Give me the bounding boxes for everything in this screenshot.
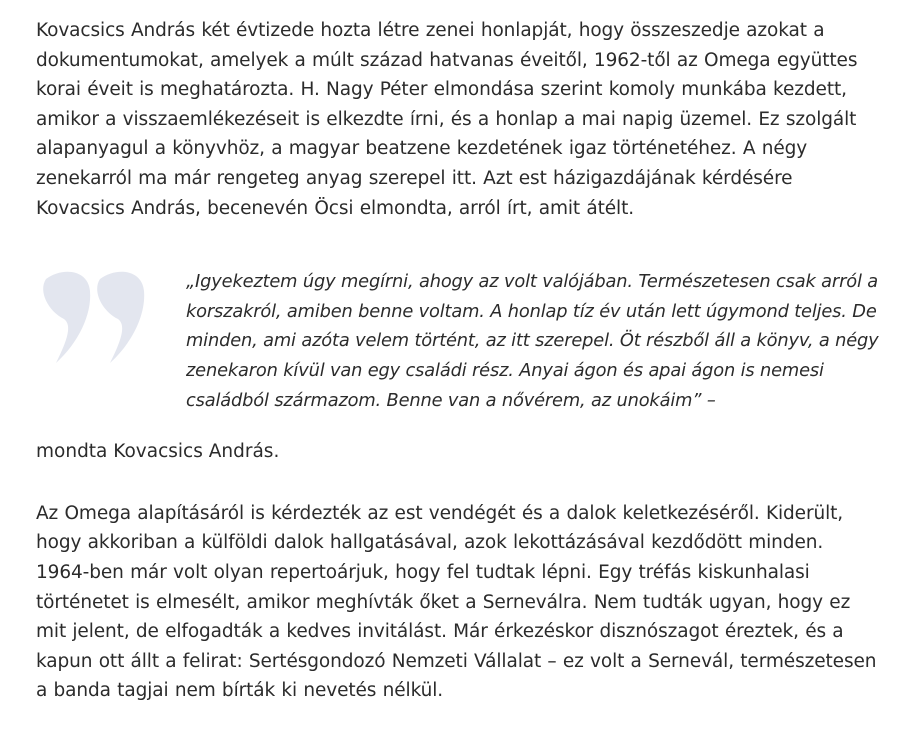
quote-text: „Igyekeztem úgy megírni, ahogy az volt valójában. Természetesen csak arról a korszakról, amiben benne voltam. A honlap tíz év után lett úgymond teljes. De minden, ami azóta velem történt, az itt szerepel. Öt részből áll a könyv, a négy zenekaron kívül van egy családi rész. Anyai ágon és apai ágon is nemesi családból származom. Benne van a nővérem, az unokáim” – (186, 271, 879, 411)
quote-attribution: mondta Kovacsics András. (36, 441, 280, 463)
article-body (36, 16, 881, 706)
blockquote (36, 267, 881, 415)
paragraph-omega: Az Omega alapításáról is kérdezték az est vendégét és a dalok keletkezéséről. Kiderült, hogy akkoriban a külföldi dalok hallgatásával, azok lekottázásával kezdődött minden. 1964-ben már volt olyan repertoárjuk, hogy fel tudtak lépni. Egy tréfás kiskunhalasi történetet is elmesélt, amikor meghívták őket a Serneválra. Nem tudták ugyan, hogy ez mit jelent, de elfogadták a kedves invitálást. Már érkezéskor disznószagot éreztek, és a kapun ott állt a felirat: Sertésgondozó Nemzeti Vállalat – ez volt a Sernevál, természetesen a banda tagjai nem bírták ki nevetés nélkül. (36, 502, 877, 702)
closing-quote-icon (38, 267, 148, 367)
paragraph-intro: Kovacsics András két évtizede hozta létre zenei honlapját, hogy összeszedje azokat a dokumentumokat, amelyek a múlt század hatvanas éveitől, 1962-től az Omega együttes korai éveit is meghatározta. H. Nagy Péter elmondása szerint komoly munkába kezdett, amikor a visszaemlékezéseit is elkezdte írni, és a honlap a mai napig üzemel. Ez szolgált alapanyagul a könyvhöz, a magyar beatzene kezdetének igaz történetéhez. A négy zenekarról ma már rengeteg anyag szerepel itt. Azt est házigazdájának kérdésére Kovacsics András, becenevén Öcsi elmondta, arról írt, amit átélt. (36, 20, 858, 219)
